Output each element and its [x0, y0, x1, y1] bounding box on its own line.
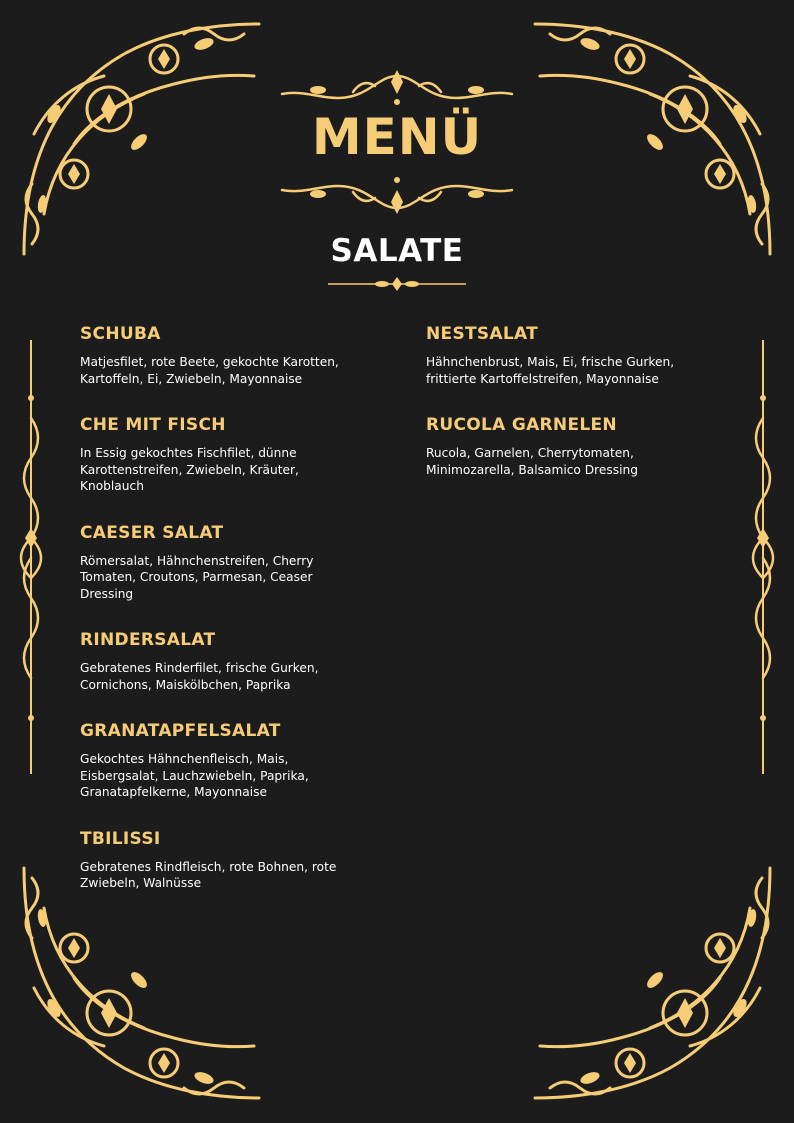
menu-item [80, 322, 380, 387]
menu-item-description: Matjesfilet, rote Beete, gekochte Karotten, Kartoffeln, Ei, Zwiebeln, Mayonnaise [80, 355, 339, 386]
menu-title: MENÜ [311, 108, 483, 166]
title-flourish-bottom-icon [278, 170, 516, 216]
menu-item-name: RINDERSALAT [80, 630, 216, 650]
menu-item-name: CHE MIT FISCH [80, 415, 226, 435]
menu-item-name: TBILISSI [80, 828, 161, 849]
menu-item-description: In Essig gekochtes Fischfilet, dünne Karottenstreifen, Zwiebeln, Kräuter, Knoblauch [80, 446, 299, 493]
menu-item-name: RUCOLA GARNELEN [426, 415, 617, 435]
side-vine-right-icon [748, 338, 778, 776]
menu-item [80, 719, 380, 801]
menu-item-description: Römersalat, Hähnchenstreifen, Cherry Tomaten, Croutons, Parmesan, Ceaser Dressing [80, 553, 314, 601]
menu-item-name: SCHUBA [80, 324, 161, 344]
menu-item-description: Gebratenes Rinderfilet, frische Gurken, Cornichons, Maiskölbchen, Paprika [80, 661, 319, 692]
menu-item-description: Gebratenes Rindfleisch, rote Bohnen, rote Zwiebeln, Walnüsse [80, 859, 337, 890]
menu-column-left [80, 322, 380, 918]
menu-item-description: Rucola, Garnelen, Cherrytomaten, Minimozarella, Balsamico Dressing [426, 446, 638, 477]
menu-item-name: CAESER SALAT [80, 522, 224, 543]
menu-item-name: NESTSALAT [426, 324, 539, 344]
menu-item [426, 413, 726, 478]
menu-item-description: Hähnchenbrust, Mais, Ei, frische Gurken, frittierte Kartoffelstreifen, Mayonnaise [426, 355, 675, 386]
corner-flourish-bottom-right-icon [530, 858, 780, 1108]
menu-item [80, 521, 380, 603]
title-flourish-top-icon [278, 68, 516, 110]
menu-item [426, 322, 726, 387]
menu-item [80, 827, 380, 892]
section-title: SALATE [330, 233, 464, 269]
menu-item [80, 628, 380, 693]
divider-icon [326, 276, 468, 292]
menu-column-right [426, 322, 726, 504]
menu-item [80, 413, 380, 495]
menu-item-name: GRANATAPFELSALAT [80, 721, 281, 741]
side-vine-left-icon [16, 338, 46, 776]
menu-item-description: Gekochtes Hähnchenfleisch, Mais, Eisbergsalat, Lauchzwiebeln, Paprika, Granatapfelkerne, Mayonnaise [80, 752, 309, 799]
